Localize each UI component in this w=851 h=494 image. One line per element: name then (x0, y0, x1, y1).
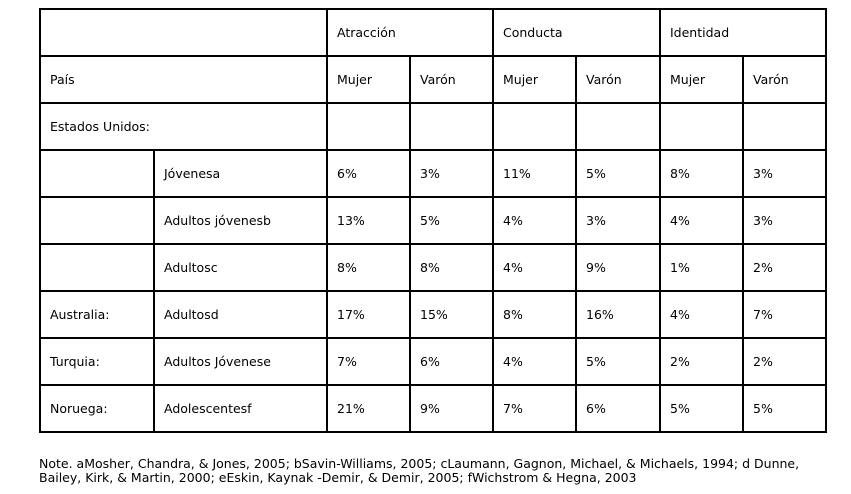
value-cell (660, 103, 743, 150)
sample-cell: Adultos jóvenesb (154, 197, 327, 244)
value-cell: 15% (410, 291, 493, 338)
value-cell (410, 103, 493, 150)
table-row (40, 385, 826, 432)
group-header-conducta: Conducta (493, 9, 660, 56)
value-cell: 5% (660, 385, 743, 432)
sample-cell: Adultosd (154, 291, 327, 338)
value-cell: 21% (327, 385, 410, 432)
value-cell: 16% (576, 291, 660, 338)
value-cell: 11% (493, 150, 576, 197)
value-cell: 3% (743, 197, 826, 244)
value-cell: 4% (493, 197, 576, 244)
value-cell: 8% (410, 244, 493, 291)
value-cell: 3% (410, 150, 493, 197)
sex-header-cell: Mujer (660, 56, 743, 103)
country-cell: Noruega: (40, 385, 154, 432)
sex-header-cell: Mujer (327, 56, 410, 103)
value-cell: 4% (660, 291, 743, 338)
group-header-row (40, 9, 826, 56)
group-header-atraccion: Atracción (327, 9, 493, 56)
sex-header-cell: Varón (743, 56, 826, 103)
table-row (40, 150, 826, 197)
value-cell: 5% (743, 385, 826, 432)
value-cell: 4% (660, 197, 743, 244)
value-cell: 6% (327, 150, 410, 197)
value-cell: 7% (493, 385, 576, 432)
value-cell: 4% (493, 338, 576, 385)
table-row (40, 291, 826, 338)
value-cell: 3% (743, 150, 826, 197)
value-cell: 2% (743, 338, 826, 385)
empty-header-cell (40, 9, 327, 56)
value-cell: 7% (327, 338, 410, 385)
prevalence-table (39, 8, 827, 433)
country-cell: Turquia: (40, 338, 154, 385)
sex-header-cell: Varón (410, 56, 493, 103)
sex-header-cell: Varón (576, 56, 660, 103)
value-cell: 8% (493, 291, 576, 338)
table-row (40, 197, 826, 244)
value-cell: 8% (660, 150, 743, 197)
value-cell: 5% (576, 150, 660, 197)
table-row (40, 244, 826, 291)
country-cell (40, 197, 154, 244)
value-cell (576, 103, 660, 150)
footnote-line: Bailey, Kirk, & Martin, 2000; eEskin, Kaynak -Demir, & Demir, 2005; fWichstrom & Hegna, 2003 (39, 470, 637, 485)
value-cell: 13% (327, 197, 410, 244)
value-cell: 5% (576, 338, 660, 385)
value-cell: 17% (327, 291, 410, 338)
value-cell: 2% (743, 244, 826, 291)
sample-cell: Jóvenesa (154, 150, 327, 197)
sample-cell: Adolescentesf (154, 385, 327, 432)
value-cell: 2% (660, 338, 743, 385)
value-cell: 3% (576, 197, 660, 244)
footnote-line: Note. aMosher, Chandra, & Jones, 2005; bSavin-Williams, 2005; cLaumann, Gagnon, Michael, & Michaels, 1994; d Dunne, (39, 456, 800, 471)
value-cell (493, 103, 576, 150)
country-cell: Australia: (40, 291, 154, 338)
value-cell: 6% (410, 338, 493, 385)
value-cell: 9% (410, 385, 493, 432)
country-cell: Estados Unidos: (40, 103, 327, 150)
value-cell: 4% (493, 244, 576, 291)
value-cell: 8% (327, 244, 410, 291)
sample-cell: Adultos Jóvenese (154, 338, 327, 385)
table-row (40, 103, 826, 150)
table-row (40, 338, 826, 385)
value-cell (327, 103, 410, 150)
sex-header-row (40, 56, 826, 103)
value-cell: 5% (410, 197, 493, 244)
sample-cell: Adultosc (154, 244, 327, 291)
sex-header-cell: Mujer (493, 56, 576, 103)
country-header: País (40, 56, 327, 103)
country-cell (40, 150, 154, 197)
value-cell: 9% (576, 244, 660, 291)
value-cell: 6% (576, 385, 660, 432)
value-cell (743, 103, 826, 150)
table-footnote (39, 457, 839, 485)
group-header-identidad: Identidad (660, 9, 826, 56)
value-cell: 7% (743, 291, 826, 338)
country-cell (40, 244, 154, 291)
value-cell: 1% (660, 244, 743, 291)
